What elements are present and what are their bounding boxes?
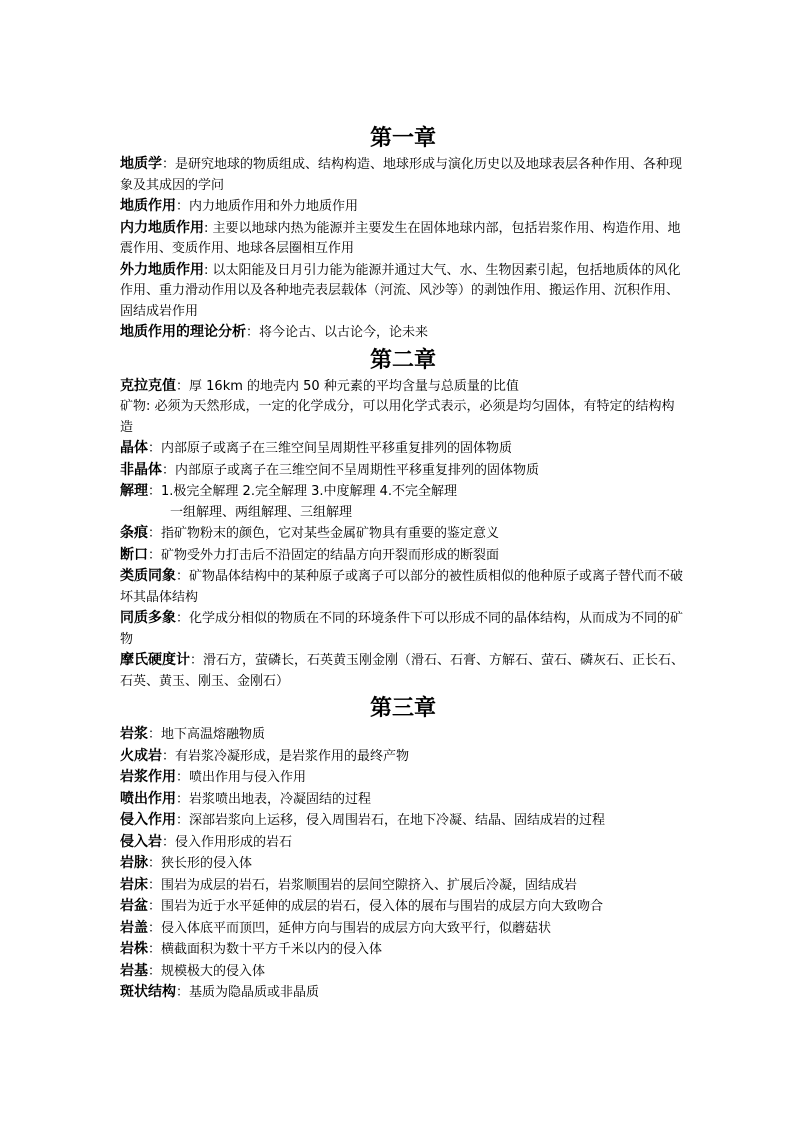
definition-text: 一组解理、两组解理、三组解理	[170, 504, 353, 520]
term-separator: ：	[176, 569, 190, 584]
definition-text: 主要以地球内热为能源并主要发生在固体地球内部，包括岩浆作用、构造作用、地震作用、变质作用、地球各层圈相互作用	[120, 220, 681, 256]
definition-text: 地下高温熔融物质	[161, 727, 266, 742]
definition-entry	[120, 196, 686, 218]
definition-text: 侵入作用形成的岩石	[175, 834, 293, 850]
definition-text: 深部岩浆向上运移，侵入周围岩石，在地下冷凝、结晶、固结成岩的过程	[189, 813, 606, 828]
definition-text: 指矿物粉末的颜色，它对某些金属矿物具有重要的鉴定意义	[161, 526, 500, 541]
term-label: 条痕	[120, 525, 148, 541]
definition-entry	[120, 460, 686, 482]
definition-text: 矿物受外力打击后不沿固定的结晶方向开裂而形成的断裂面	[161, 547, 500, 563]
definition-text: 围岩为成层的岩石，岩浆顺围岩的层间空隙挤入、扩展后冷凝，固结成岩	[161, 877, 578, 893]
term-label: 侵入作用	[120, 812, 176, 828]
definition-entry	[120, 218, 686, 260]
definition-entry	[120, 810, 686, 832]
definition-text: 是研究地球的物质组成、结构构造、地球形成与演化历史以及地球表层各种作用、各种现象及其成因的学问	[120, 157, 683, 193]
term-label: 岩脉	[120, 855, 148, 871]
definition-text: 矿物晶体结构中的某种原子或离子可以部分的被性质相似的他种原子或离子替代而不破坏其晶体结构	[120, 569, 684, 605]
definition-entry	[120, 523, 686, 545]
definition-entry	[120, 789, 686, 811]
definition-text: 滑石方，萤磷长，石英黄玉刚金刚（滑石、石膏、方解石、萤石、磷灰石、正长石、石英、黄玉、刚玉、金刚石）	[120, 653, 685, 689]
definition-entry	[120, 260, 686, 323]
document-body	[120, 122, 686, 1004]
term-separator: ：	[148, 963, 162, 979]
term-label: 外力地质作用	[120, 261, 204, 278]
term-label: 岩基	[120, 962, 148, 979]
term-separator: ：	[148, 856, 162, 871]
term-label: 地质作用	[120, 198, 176, 214]
definition-entry	[120, 853, 686, 875]
definition-entry	[120, 545, 686, 567]
chapter-title: 第二章	[369, 346, 436, 373]
definition-entry	[120, 724, 686, 746]
definition-entry	[120, 982, 686, 1004]
term-label: 岩盖	[120, 919, 148, 936]
term-label: 非晶体	[120, 461, 162, 478]
definition-text: 侵入体底平而顶凹，延伸方向与围岩的成层方向大致平行，似蘑菇状	[161, 920, 552, 936]
definition-text: 1.极完全解理 2.完全解理 3.中度解理 4.不完全解理	[161, 484, 458, 499]
term-separator: ：	[148, 877, 162, 893]
term-separator: ：	[148, 441, 162, 456]
term-label: 岩株	[120, 941, 148, 957]
term-separator: ：	[162, 834, 176, 850]
term-separator: ：	[148, 942, 162, 957]
definition-text: 以太阳能及日月引力能为能源并通过大气、水、生物因素引起，包括地质体的风化作用、重力滑动作用以及各种地壳表层载体（河流、风沙等）的剥蚀作用、搬运作用、沉积作用、固结成岩作用	[120, 262, 681, 319]
term-label: 岩浆	[120, 726, 148, 742]
term-separator: :	[204, 220, 213, 236]
definition-entry	[120, 746, 686, 768]
definition-entry	[120, 376, 686, 398]
definition-text: 矿物: 必须为天然形成，一定的化学成分，可以用化学式表示，必须是均匀固体，有特定的结构构造	[120, 399, 675, 435]
term-label: 断口	[120, 546, 148, 563]
term-separator: ：	[148, 920, 162, 936]
definition-entry	[120, 939, 686, 961]
definition-text: 有岩浆冷凝形成，是岩浆作用的最终产物	[175, 748, 410, 764]
definition-entry	[120, 566, 686, 608]
term-label: 喷出作用	[120, 790, 176, 807]
definition-entry	[120, 875, 686, 897]
definition-entry	[120, 832, 686, 854]
definition-entry	[120, 896, 686, 918]
definition-entry	[120, 322, 686, 344]
term-label: 摩氏硬度计	[120, 652, 190, 668]
definition-entry	[120, 481, 686, 503]
term-label: 岩浆作用	[120, 769, 176, 785]
definition-text: 横截面积为数十平方千米以内的侵入体	[161, 942, 383, 957]
term-separator: ：	[162, 748, 176, 764]
term-separator: ：	[162, 462, 176, 478]
definition-text: 内部原子或离子在三维空间呈周期性平移重复排列的固体物质	[161, 441, 513, 456]
definition-text: 规模极大的侵入体	[161, 963, 266, 979]
term-separator: ：	[148, 899, 162, 914]
definition-text: 岩浆喷出地表，冷凝固结的过程	[189, 791, 372, 807]
term-separator: ：	[176, 985, 190, 1000]
term-separator: ：	[246, 325, 260, 340]
term-label: 地质学	[120, 156, 162, 172]
definition-entry	[120, 767, 686, 789]
term-separator: ：	[176, 813, 190, 828]
definition-entry	[120, 503, 686, 524]
term-separator: ：	[148, 526, 162, 541]
term-separator: ：	[190, 653, 204, 668]
term-separator: :	[204, 262, 213, 278]
term-label: 类质同象	[120, 568, 176, 584]
definition-entry	[120, 650, 686, 692]
term-label: 火成岩	[120, 747, 162, 764]
term-separator: ：	[176, 791, 190, 807]
term-label: 晶体	[120, 440, 148, 456]
definition-entry	[120, 397, 686, 438]
term-label: 解理	[120, 483, 148, 499]
definition-entry	[120, 438, 686, 460]
term-label: 地质作用的理论分析	[120, 324, 246, 340]
term-separator: ：	[176, 199, 190, 214]
definition-text: 喷出作用与侵入作用	[189, 770, 307, 785]
definition-text: 厚 16km 的地壳内 50 种元素的平均含量与总质量的比值	[189, 378, 519, 394]
term-separator: ：	[148, 727, 162, 742]
definition-text: 内力地质作用和外力地质作用	[189, 199, 359, 214]
definition-text: 化学成分相似的物质在不同的环境条件下可以形成不同的晶体结构，从而成为不同的矿物	[120, 611, 684, 647]
definition-text: 内部原子或离子在三维空间不呈周期性平移重复排列的固体物质	[175, 462, 540, 478]
definition-text: 基质为隐晶质或非晶质	[189, 985, 320, 1000]
term-separator: ：	[148, 484, 162, 499]
term-label: 侵入岩	[120, 833, 162, 850]
chapter-title: 第三章	[369, 695, 436, 721]
term-separator: ：	[176, 770, 190, 785]
term-label: 内力地质作用	[120, 219, 204, 236]
term-separator: ：	[176, 611, 190, 626]
definition-entry	[120, 608, 686, 650]
definition-text: 围岩为近于水平延伸的成层的岩石，侵入体的展布与围岩的成层方向大致吻合	[161, 899, 604, 914]
term-label: 同质多象	[120, 610, 176, 626]
term-label: 岩盆	[120, 898, 148, 914]
term-separator: ：	[148, 547, 162, 563]
term-label: 斑状结构	[120, 984, 176, 1000]
term-separator: ：	[162, 157, 176, 172]
definition-entry	[120, 961, 686, 983]
definition-text: 狭长形的侵入体	[161, 856, 253, 871]
term-separator: ：	[176, 378, 190, 394]
definition-entry	[120, 918, 686, 940]
chapter-title: 第一章	[369, 125, 436, 151]
term-label: 克拉克值	[120, 377, 176, 394]
definition-text: 将今论古、以古论今，论未来	[259, 325, 429, 340]
definition-entry	[120, 154, 686, 196]
term-label: 岩床	[120, 876, 148, 893]
